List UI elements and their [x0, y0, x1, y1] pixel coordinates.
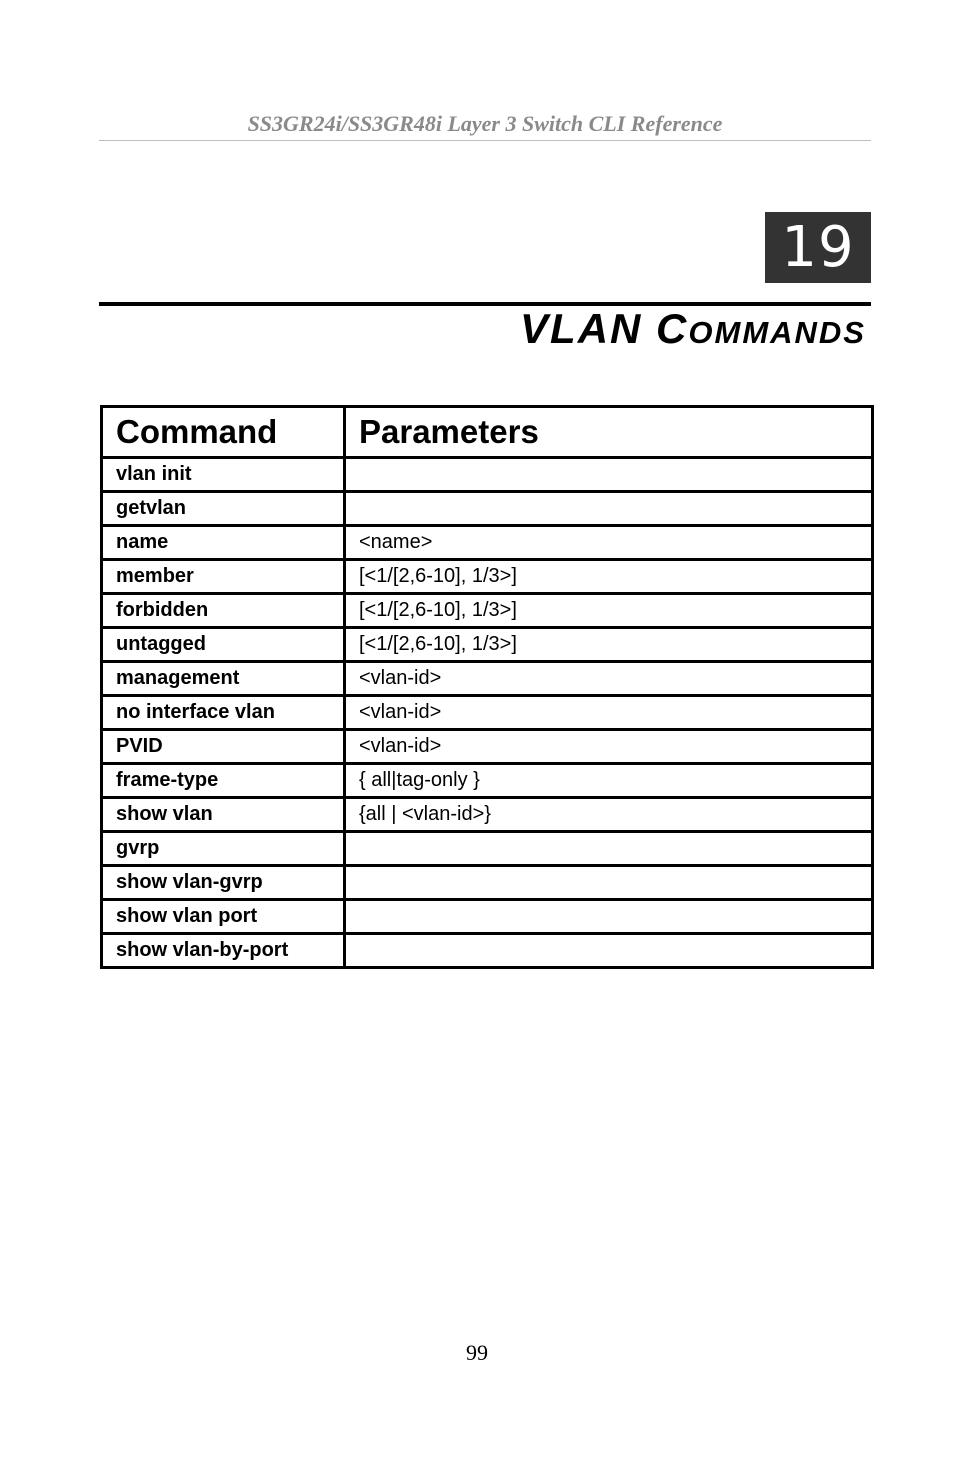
running-header: SS3GR24i/SS3GR48i Layer 3 Switch CLI Reference	[99, 110, 871, 141]
parameters-cell: <vlan-id>	[345, 696, 873, 730]
command-cell: show vlan-by-port	[102, 934, 345, 968]
parameters-cell: <name>	[345, 526, 873, 560]
command-cell: forbidden	[102, 594, 345, 628]
column-header-command: Command	[102, 407, 345, 458]
parameters-cell	[345, 492, 873, 526]
page-number: 99	[466, 1340, 488, 1365]
command-cell: getvlan	[102, 492, 345, 526]
table-row	[102, 628, 873, 662]
parameters-cell: [<1/[2,6-10], 1/3>]	[345, 560, 873, 594]
parameters-cell	[345, 900, 873, 934]
parameters-cell: <vlan-id>	[345, 730, 873, 764]
command-cell: show vlan	[102, 798, 345, 832]
table-row	[102, 526, 873, 560]
table-row	[102, 492, 873, 526]
parameters-cell	[345, 832, 873, 866]
table-row	[102, 730, 873, 764]
command-cell: show vlan-gvrp	[102, 866, 345, 900]
chapter-number-badge: 19	[765, 212, 871, 283]
command-cell: member	[102, 560, 345, 594]
table-row	[102, 560, 873, 594]
table-row	[102, 900, 873, 934]
table-header-row	[102, 407, 873, 458]
table-row	[102, 662, 873, 696]
parameters-cell	[345, 934, 873, 968]
command-cell: gvrp	[102, 832, 345, 866]
parameters-cell: <vlan-id>	[345, 662, 873, 696]
command-cell: management	[102, 662, 345, 696]
parameters-cell: { all|tag-only }	[345, 764, 873, 798]
command-cell: frame-type	[102, 764, 345, 798]
table-row	[102, 696, 873, 730]
column-header-parameters: Parameters	[345, 407, 873, 458]
command-cell: name	[102, 526, 345, 560]
parameters-cell: {all | <vlan-id>}	[345, 798, 873, 832]
parameters-cell	[345, 458, 873, 492]
command-cell: no interface vlan	[102, 696, 345, 730]
command-cell: show vlan port	[102, 900, 345, 934]
command-cell: vlan init	[102, 458, 345, 492]
chapter-title-main: VLAN C	[520, 305, 689, 352]
table-row	[102, 798, 873, 832]
parameters-cell: [<1/[2,6-10], 1/3>]	[345, 628, 873, 662]
parameters-cell	[345, 866, 873, 900]
command-cell: PVID	[102, 730, 345, 764]
chapter-title	[520, 304, 866, 358]
parameters-cell: [<1/[2,6-10], 1/3>]	[345, 594, 873, 628]
command-cell: untagged	[102, 628, 345, 662]
table-row	[102, 934, 873, 968]
table-row	[102, 832, 873, 866]
table-row	[102, 594, 873, 628]
table-row	[102, 458, 873, 492]
table-row	[102, 866, 873, 900]
chapter-title-smallcaps: OMMANDS	[688, 315, 866, 350]
table-body	[102, 458, 873, 968]
table-row	[102, 764, 873, 798]
command-table	[100, 405, 874, 969]
